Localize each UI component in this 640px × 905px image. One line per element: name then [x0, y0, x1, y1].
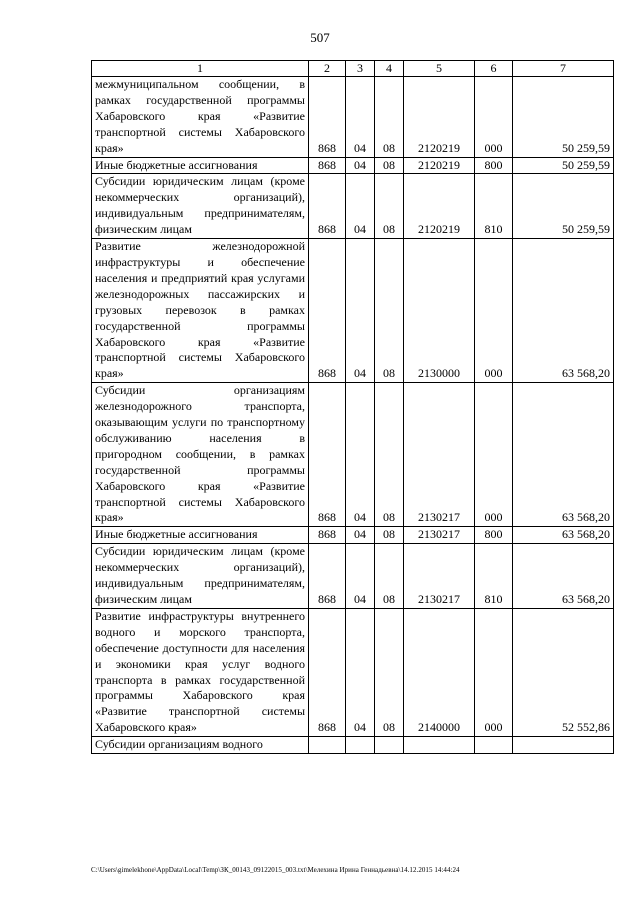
section-code: 04: [346, 239, 375, 383]
row-description-text: Субсидии организациям железнодорожного транспорта, оказывающим услуги по транспортному обслуживанию населения в пригородном сообщении, в рамках государственной программы Хабаровского края «Развитие транспортной системы Хабаровского края»: [95, 383, 305, 525]
row-description: [92, 737, 309, 754]
amount-value: 63 568,20: [513, 527, 614, 544]
section-code: 04: [346, 608, 375, 736]
expense-type-code: 800: [475, 527, 513, 544]
section-code: 04: [346, 544, 375, 609]
row-description-text: Развитие инфраструктуры внутреннего водного и морского транспорта, обеспечение доступности для населения и экономики края услуг водного транспорта в рамках государственной программы Хабаровского края «Развитие транспортной системы Хабаровского края»: [95, 608, 305, 735]
target-article-code: 2130217: [404, 544, 475, 609]
row-description-text: Субсидии юридическим лицам (кроме некоммерческих организаций), индивидуальным предпринимателям, физическим лицам: [95, 174, 305, 237]
section-code: [346, 737, 375, 754]
target-article-code: [404, 737, 475, 754]
ministry-code: 868: [309, 544, 346, 609]
target-article-code: 2130000: [404, 239, 475, 383]
column-header: 4: [375, 61, 404, 77]
subsection-code: [375, 737, 404, 754]
section-code: 04: [346, 383, 375, 527]
row-description-text: Субсидии юридическим лицам (кроме некоммерческих организаций), индивидуальным предпринимателям, физическим лицам: [95, 544, 305, 606]
expense-type-code: 810: [475, 544, 513, 609]
table-row: [92, 174, 614, 239]
expense-type-code: 000: [475, 77, 513, 158]
table-row: [92, 608, 614, 736]
row-description: [92, 383, 309, 527]
table-row: [92, 77, 614, 158]
amount-value: [513, 737, 614, 754]
budget-table: [91, 60, 614, 754]
table-row: [92, 239, 614, 383]
target-article-code: 2120219: [404, 77, 475, 158]
table-row: [92, 527, 614, 544]
table-row: [92, 737, 614, 754]
column-header: 1: [92, 61, 309, 77]
amount-value: 63 568,20: [513, 383, 614, 527]
ministry-code: 868: [309, 174, 346, 239]
amount-value: 50 259,59: [513, 174, 614, 239]
target-article-code: 2130217: [404, 527, 475, 544]
column-header: 2: [309, 61, 346, 77]
amount-value: 50 259,59: [513, 77, 614, 158]
amount-value: 50 259,59: [513, 157, 614, 174]
file-path-footer: C:\Users\gimelekhone\AppData\Local\Temp\ЗК_00143_09122015_003.txt\Мелехина Ирина Геннадьевна\14.12.2015 14:44:24: [91, 866, 460, 874]
budget-table-body: [92, 61, 614, 754]
subsection-code: 08: [375, 157, 404, 174]
subsection-code: 08: [375, 239, 404, 383]
expense-type-code: 000: [475, 239, 513, 383]
row-description: [92, 239, 309, 383]
target-article-code: 2120219: [404, 174, 475, 239]
table-row: [92, 544, 614, 609]
row-description: [92, 527, 309, 544]
section-code: 04: [346, 77, 375, 158]
row-description-text: Иные бюджетные ассигнования: [95, 157, 258, 172]
section-code: 04: [346, 527, 375, 544]
target-article-code: 2130217: [404, 383, 475, 527]
table-row: [92, 383, 614, 527]
table-row: [92, 157, 614, 174]
ministry-code: 868: [309, 608, 346, 736]
amount-value: 63 568,20: [513, 239, 614, 383]
row-description-text: Иные бюджетные ассигнования: [95, 527, 258, 542]
subsection-code: 08: [375, 608, 404, 736]
row-description: [92, 157, 309, 174]
ministry-code: 868: [309, 77, 346, 158]
target-article-code: 2120219: [404, 157, 475, 174]
row-description: [92, 174, 309, 239]
subsection-code: 08: [375, 174, 404, 239]
ministry-code: [309, 737, 346, 754]
expense-type-code: 000: [475, 608, 513, 736]
subsection-code: 08: [375, 544, 404, 609]
row-description: [92, 77, 309, 158]
expense-type-code: 000: [475, 383, 513, 527]
subsection-code: 08: [375, 383, 404, 527]
expense-type-code: [475, 737, 513, 754]
amount-value: 63 568,20: [513, 544, 614, 609]
row-description-text: Развитие железнодорожной инфраструктуры и обеспечение населения и предприятий края услугами железнодорожных пассажирских и грузовых перевозок в рамках государственной программы Хабаровского края «Развитие транспортной системы Хабаровского края»: [95, 239, 305, 381]
ministry-code: 868: [309, 157, 346, 174]
page-number: 507: [310, 30, 330, 45]
table-header-row: [92, 61, 614, 77]
ministry-code: 868: [309, 239, 346, 383]
target-article-code: 2140000: [404, 608, 475, 736]
row-description-text: Субсидии организациям водного: [95, 737, 263, 752]
column-header: 7: [513, 61, 614, 77]
ministry-code: 868: [309, 383, 346, 527]
expense-type-code: 810: [475, 174, 513, 239]
column-header: 3: [346, 61, 375, 77]
section-code: 04: [346, 157, 375, 174]
column-header: 6: [475, 61, 513, 77]
row-description: [92, 608, 309, 736]
row-description-text: межмуниципальном сообщении, в рамках государственной программы Хабаровского края «Развитие транспортной системы Хабаровского края»: [95, 77, 305, 155]
ministry-code: 868: [309, 527, 346, 544]
row-description: [92, 544, 309, 609]
column-header: 5: [404, 61, 475, 77]
section-code: 04: [346, 174, 375, 239]
subsection-code: 08: [375, 527, 404, 544]
amount-value: 52 552,86: [513, 608, 614, 736]
subsection-code: 08: [375, 77, 404, 158]
expense-type-code: 800: [475, 157, 513, 174]
